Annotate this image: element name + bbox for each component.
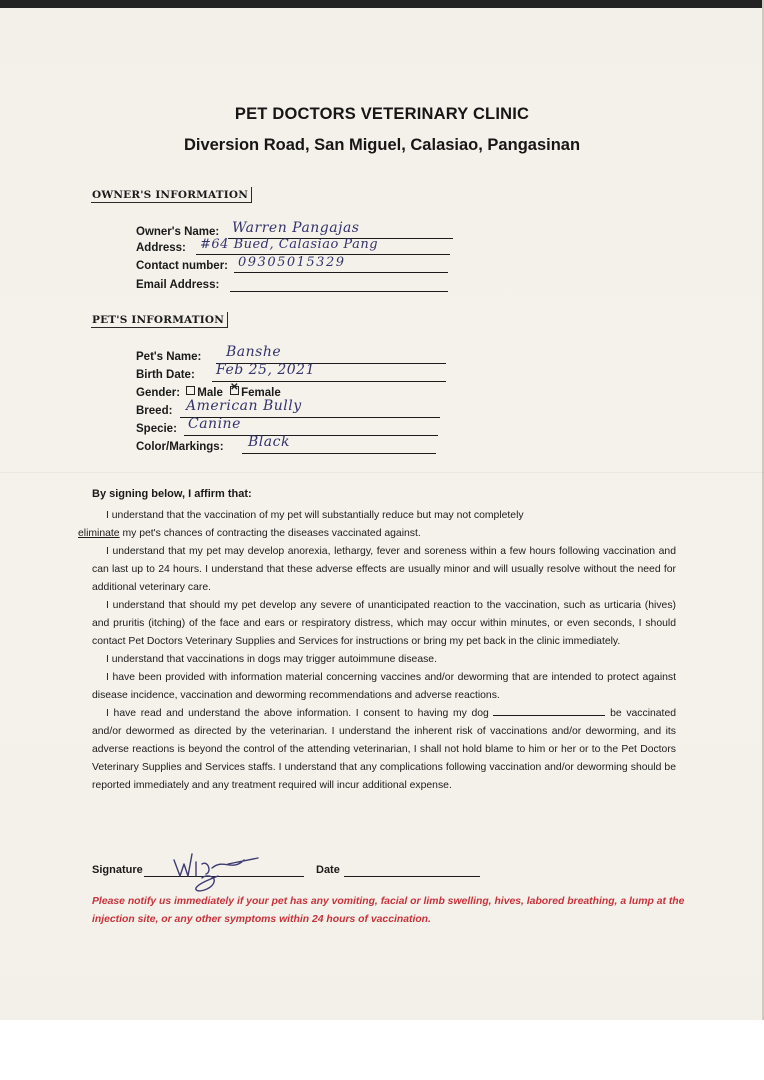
pet-gender-label: Gender:: [136, 387, 181, 399]
owner-email-field[interactable]: [230, 277, 448, 292]
consent-text-line: vaccinated and/or dewormed as directed by the veterinarian. I understand the inherent risk of vaccinations and/or deworming, and its adverse reactions is beyond the control of the attending veterinarian, I shall not hold blame to him or her or to the Pet Doctors Veterinary Supplies and Services staffs. I understand that any complications following vaccination and/or deworming should be reported immediately and any treatment required will incur additional expense.: [92, 708, 677, 791]
owner-section-heading: OWNER'S INFORMATION: [91, 187, 252, 203]
pet-name-value: Banshe: [226, 344, 282, 360]
pet-birthdate-value: Feb 25, 2021: [216, 362, 315, 378]
pet-color-row: [136, 441, 224, 453]
pet-breed-value: American Bully: [186, 398, 302, 414]
consent-intro: By signing below, I affirm that:: [92, 488, 252, 500]
consent-text-line: I understand that the vaccination of my pet will substantially reduce but may not completely: [106, 510, 524, 521]
consent-paragraph: I have been provided with information material concerning vaccines and/or deworming that are intended to protect against disease incidence, vaccination and deworming recommendations and adverse reactions.: [92, 672, 676, 701]
owner-email-row: [136, 279, 219, 291]
consent-paragraph: [78, 507, 676, 543]
pet-color-value: Black: [248, 434, 290, 450]
consent-text-line: I have read and understand the above information. I consent to having my dog: [106, 708, 489, 719]
clinic-address: Diversion Road, San Miguel, Calasiao, Pangasinan: [183, 136, 581, 154]
pet-birthdate-label: Birth Date:: [136, 369, 195, 381]
consent-paragraph: I understand that my pet may develop anorexia, lethargy, fever and soreness within a few hours following vaccination and can last up to 24 hours. I understand that these adverse effects are usually minor and will usually resolve without the need for additional veterinary care.: [92, 546, 676, 593]
consent-paragraph: [92, 705, 676, 795]
owner-address-row: [136, 242, 186, 254]
vaccination-notice: Please notify us immediately if your pet has any vomiting, facial or limb swelling, hives, labored breathing, a lump at the injection site, or any other symptoms within 24 hours of vaccination.: [92, 896, 685, 925]
consent-paragraph: I understand that vaccinations in dogs may trigger autoimmune disease.: [106, 654, 437, 665]
pet-specie-row: [136, 423, 177, 435]
pet-breed-label: Breed:: [136, 405, 173, 417]
gender-female-checkbox[interactable]: [230, 382, 239, 395]
pet-name-label: Pet's Name:: [136, 351, 202, 363]
owner-contact-label: Contact number:: [136, 260, 228, 272]
pet-color-label: Color/Markings:: [136, 441, 224, 453]
consent-text: [78, 507, 677, 795]
owner-address-value: #64 Bued, Calasiao Pang: [200, 237, 379, 252]
paper-fold: [0, 472, 764, 473]
pet-name-row: [136, 351, 201, 363]
owner-contact-row: [136, 260, 228, 272]
owner-email-label: Email Address:: [136, 279, 220, 291]
consent-text-line: be: [610, 708, 622, 719]
scan-top-edge: [0, 0, 764, 8]
page-margin: [0, 1020, 764, 1080]
date-field[interactable]: [344, 866, 480, 877]
consent-text-line: my pet's chances of contracting the diseases vaccinated against.: [119, 528, 421, 539]
signature-label: Signature: [92, 864, 143, 876]
owner-name-value: Warren Pangajas: [232, 220, 360, 236]
gender-male-checkbox[interactable]: [186, 386, 195, 395]
pet-section-heading: PET'S INFORMATION: [91, 312, 228, 328]
checkmark-icon: ✕: [230, 382, 239, 393]
consent-paragraph: I understand that should my pet develop any severe of unanticipated reaction to the vaccination, such as urticaria (hives) and pruritis (itching) of the face and ears or respiratory distress, which may occur within minutes, or even seconds, I should contact Pet Doctors Veterinary Supplies and Services for instructions or bring my pet back in the clinic immediately.: [92, 600, 676, 647]
dog-name-blank[interactable]: [493, 705, 605, 716]
eliminate-word: eliminate: [78, 528, 120, 539]
pet-specie-label: Specie:: [136, 423, 177, 435]
signature-scribble-icon: [168, 846, 264, 892]
owner-name-label: Owner's Name:: [136, 226, 220, 238]
owner-address-label: Address:: [136, 242, 186, 254]
clinic-name: PET DOCTORS VETERINARY CLINIC: [234, 105, 530, 123]
date-label: Date: [316, 864, 340, 876]
gender-female-label: Female: [241, 387, 281, 399]
pet-birthdate-row: [136, 369, 195, 381]
pet-specie-value: Canine: [188, 416, 241, 432]
pet-breed-row: [136, 405, 172, 417]
owner-contact-value: 09305015329: [238, 255, 346, 270]
gender-male-label: Male: [197, 387, 223, 399]
